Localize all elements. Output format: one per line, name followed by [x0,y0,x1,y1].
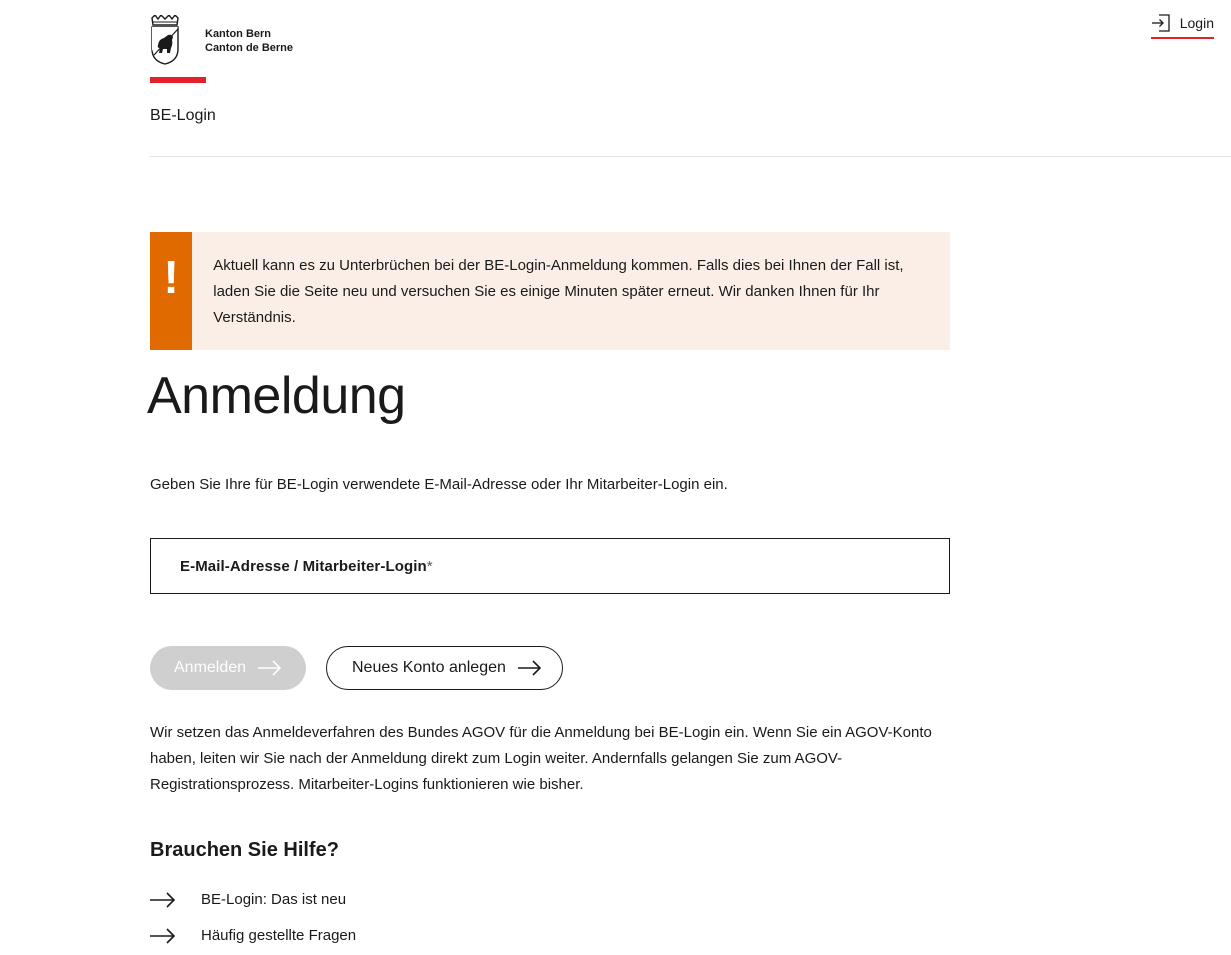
exclamation-icon: ! [163,251,179,303]
brand-accent-bar [150,77,206,83]
email-field[interactable] [150,538,950,594]
arrow-right-icon [258,660,282,676]
arrow-right-icon [150,928,176,944]
help-heading: Brauchen Sie Hilfe? [150,839,339,861]
required-marker: * [426,558,433,575]
login-label: Login [1179,15,1214,31]
create-account-label: Neues Konto anlegen [352,659,506,676]
help-link-faq[interactable] [150,927,356,944]
agov-info-text: Wir setzen das Anmeldeverfahren des Bundes AGOV für die Anmeldung bei BE-Login ein. Wenn Sie ein AGOV-Konto haben, leiten wir Sie nach der Anmeldung direkt zum Login weiter. Andernfalls gelangen Sie zum AGOV-Registrationsprozess. Mitarbeiter-Logins funktionieren wie bisher. [150,724,932,793]
header-divider [150,156,1231,157]
arrow-right-icon [518,660,542,676]
login-submit-button[interactable] [150,646,306,690]
help-link-label: Häufig gestellte Fragen [201,927,357,944]
alert-message: Aktuell kann es zu Unterbrüchen bei der BE-Login-Anmeldung kommen. Falls dies bei Ihnen der Fall ist, laden Sie die Seite neu und versuchen Sie es einige Minuten später erneut. Wir danken Ihnen für Ihr Verständnis. [213,257,904,326]
app-name: BE-Login [150,107,216,124]
help-link-whats-new[interactable] [150,891,346,908]
bern-crest-icon [150,15,180,65]
alert-icon-box [150,232,192,350]
email-field-label-text: E-Mail-Adresse / Mitarbeiter-Login [180,558,427,575]
create-account-button[interactable] [326,646,563,690]
brand-line-de: Kanton Bern [205,28,271,40]
brand-line-fr: Canton de Berne [205,42,294,54]
login-link[interactable] [1151,14,1214,39]
page-title: Anmeldung [147,367,406,425]
intro-text: Geben Sie Ihre für BE-Login verwendete E-Mail-Adresse oder Ihr Mitarbeiter-Login ein. [150,476,728,493]
email-input[interactable] [151,539,949,593]
brand-name [205,27,293,55]
login-submit-label: Anmelden [174,659,247,676]
sign-in-icon [1151,14,1171,32]
kanton-bern-logo[interactable] [150,15,293,65]
maintenance-alert [150,232,950,350]
help-link-label: BE-Login: Das ist neu [201,891,347,908]
arrow-right-icon [150,892,176,908]
